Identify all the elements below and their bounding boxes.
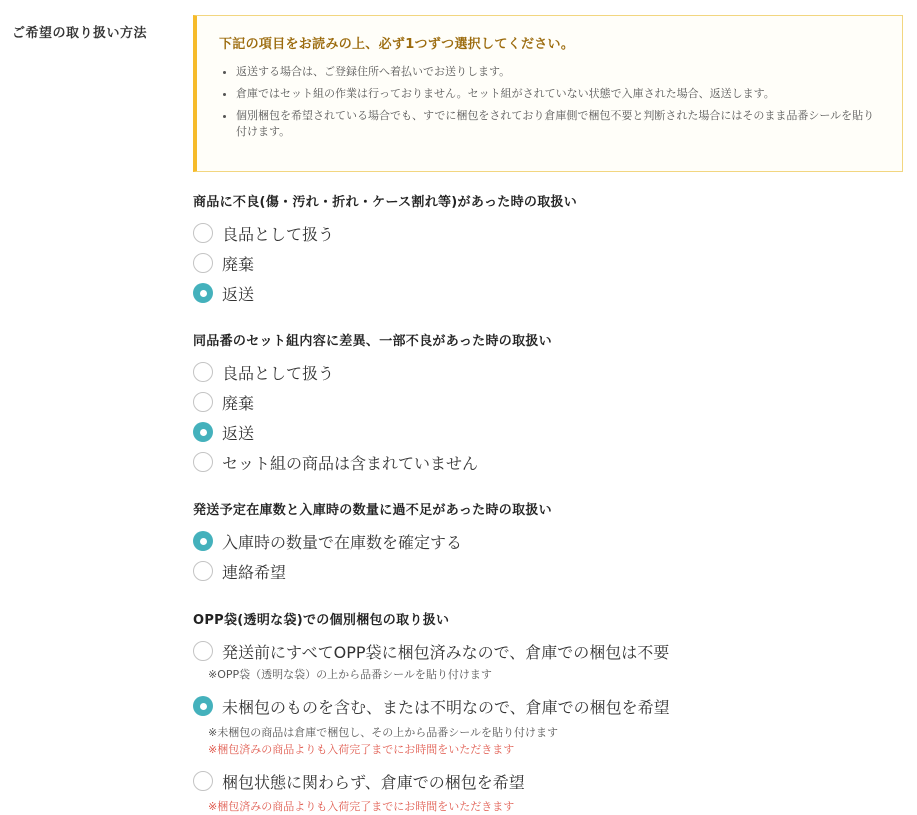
notice-item: • 個別梱包を希望されている場合でも、すでに梱包をされており倉庫側で梱包不要と判断された場合にはそのまま品番シールを貼り付けます。: [236, 108, 882, 140]
radio-button-on[interactable]: [193, 696, 213, 716]
radio-option-return[interactable]: [193, 417, 903, 447]
radio-button-off[interactable]: [193, 641, 213, 661]
radio-dot-icon: [200, 290, 207, 297]
notice-title: 下記の項目をお読みの上、必ず1つずつ選択してください。: [219, 37, 575, 52]
radio-option-dispose[interactable]: [193, 387, 903, 417]
radio-button-off[interactable]: [193, 253, 213, 273]
radio-label: 連絡希望: [222, 562, 287, 582]
radio-button-off[interactable]: [193, 223, 213, 243]
notice-item: • 返送する場合は、ご登録住所へ着払いでお送りします。: [236, 64, 882, 80]
field-label: ご希望の取り扱い方法: [12, 26, 148, 41]
radio-option-no-set[interactable]: [193, 447, 903, 477]
radio-option-packed[interactable]: [193, 636, 903, 666]
radio-button-on[interactable]: [193, 531, 213, 551]
radio-option-confirm-quantity[interactable]: [193, 526, 903, 556]
section-title: 同品番のセット組内容に差異、一部不良があった時の取扱い: [193, 334, 552, 349]
radio-button-off[interactable]: [193, 452, 213, 472]
section-title: OPP袋(透明な袋)での個別梱包の取り扱い: [193, 613, 450, 628]
section-defect-handling: [193, 191, 903, 308]
radio-label: 良品として扱う: [222, 224, 335, 244]
handling-form: [193, 15, 903, 815]
radio-label: 返送: [222, 284, 255, 304]
section-opp-packing: [193, 609, 903, 815]
option-note: ※未梱包の商品は倉庫で梱包し、その上から品番シールを貼り付けます: [208, 726, 558, 739]
section-title: 商品に不良(傷・汚れ・折れ・ケース割れ等)があった時の取扱い: [193, 195, 578, 210]
section-quantity-handling: [193, 499, 903, 586]
radio-button-off[interactable]: [193, 561, 213, 581]
radio-label: セット組の商品は含まれていません: [222, 453, 479, 473]
radio-label: 廃棄: [222, 393, 255, 413]
section-set-handling: [193, 330, 903, 477]
radio-dot-icon: [200, 429, 207, 436]
notice-box: [193, 15, 903, 172]
radio-label: 良品として扱う: [222, 363, 335, 383]
radio-label: 廃棄: [222, 254, 255, 274]
radio-button-off[interactable]: [193, 771, 213, 791]
option-note-warning: ※梱包済みの商品よりも入荷完了までにお時間をいただきます: [208, 800, 515, 813]
radio-label: 入庫時の数量で在庫数を確定する: [222, 532, 463, 552]
notice-item: • 倉庫ではセット組の作業は行っておりません。セット組がされていない状態で入庫された場合、返送します。: [236, 86, 882, 102]
option-note-warning: ※梱包済みの商品よりも入荷完了までにお時間をいただきます: [208, 743, 515, 756]
radio-option-pack-request[interactable]: [193, 691, 903, 721]
radio-dot-icon: [200, 703, 207, 710]
radio-option-contact[interactable]: [193, 556, 903, 586]
radio-dot-icon: [200, 538, 207, 545]
radio-button-on[interactable]: [193, 283, 213, 303]
radio-button-off[interactable]: [193, 362, 213, 382]
radio-button-on[interactable]: [193, 422, 213, 442]
radio-label: 梱包状態に関わらず、倉庫での梱包を希望: [222, 772, 525, 792]
radio-option-return[interactable]: [193, 278, 903, 308]
radio-option-dispose[interactable]: [193, 248, 903, 278]
radio-option-good[interactable]: [193, 218, 903, 248]
option-note: ※OPP袋（透明な袋）の上から品番シールを貼り付けます: [208, 668, 492, 681]
notice-list: [219, 64, 882, 140]
radio-label: 返送: [222, 423, 255, 443]
radio-label: 未梱包のものを含む、または不明なので、倉庫での梱包を希望: [222, 697, 670, 717]
radio-option-always-pack[interactable]: [193, 766, 903, 796]
section-title: 発送予定在庫数と入庫時の数量に過不足があった時の取扱い: [193, 503, 552, 518]
radio-button-off[interactable]: [193, 392, 213, 412]
radio-label: 発送前にすべてOPP袋に梱包済みなので、倉庫での梱包は不要: [222, 642, 670, 662]
radio-option-good[interactable]: [193, 357, 903, 387]
